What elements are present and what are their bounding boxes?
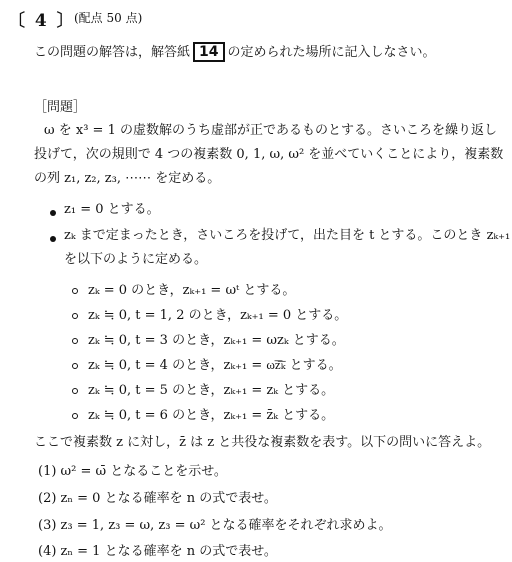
rule-circle — [72, 388, 78, 394]
intro-line-3: の列 z₁, z₂, z₃, ⋯⋯ を定める。 — [34, 171, 221, 186]
question-4: (4) zₙ = 1 となる確率を n の式で表せ。 — [38, 544, 277, 559]
instruction-line — [34, 42, 436, 62]
bullet-2-line-1: zₖ まで定まったとき，さいころを投げて，出た目を t とする。このとき zₖ₊₁ — [64, 228, 511, 243]
answer-sheet-box: 14 — [193, 42, 224, 62]
rule-circle — [72, 413, 78, 419]
points-label: (配点 50 点) — [74, 11, 143, 25]
instruction-suffix: の定められた場所に記入しなさい。 — [227, 45, 436, 60]
rule-circle — [72, 338, 78, 344]
bullet-2-line-2: を以下のように定める。 — [64, 252, 208, 267]
bullet-dot — [50, 210, 56, 216]
question-2: (2) zₙ = 0 となる確率を n の式で表せ。 — [38, 491, 277, 506]
rule-1: zₖ = 0 のとき，zₖ₊₁ = ωᵗ とする。 — [88, 283, 296, 298]
problem-number: 〔 4 〕 — [8, 11, 76, 31]
rule-2: zₖ ≒ 0, t = 1, 2 のとき，zₖ₊₁ = 0 とする。 — [88, 308, 348, 323]
rule-5: zₖ ≒ 0, t = 5 のとき，zₖ₊₁ = zₖ とする。 — [88, 383, 335, 398]
conjugate-note: ここで複素数 z に対し，z̄ は z と共役な複素数を表す。以下の問いに答えよ。 — [34, 435, 491, 450]
instruction-prefix: この問題の解答は，解答紙 — [34, 45, 191, 60]
problem-heading: ［問題］ — [34, 100, 87, 115]
intro-line-1: ω を x³ = 1 の虚数解のうち虚部が正であるものとする。さいころを繰り返し — [44, 123, 497, 138]
question-1: (1) ω² = ω̄ となることを示せ。 — [38, 464, 227, 479]
rule-circle — [72, 313, 78, 319]
question-3: (3) z₃ = 1, z₃ = ω, z₃ = ω² となる確率をそれぞれ求めよ。 — [38, 518, 392, 533]
rule-3: zₖ ≒ 0, t = 3 のとき，zₖ₊₁ = ωzₖ とする。 — [88, 333, 345, 348]
rule-circle — [72, 363, 78, 369]
rule-4: zₖ ≒ 0, t = 4 のとき，zₖ₊₁ = ω͞z͞ₖ とする。 — [88, 358, 342, 373]
bullet-1-text: z₁ = 0 とする。 — [64, 202, 160, 217]
intro-line-2: 投げて，次の規則で 4 つの複素数 0, 1, ω, ω² を並べていくことにより，複素数 — [34, 147, 504, 162]
rule-circle — [72, 288, 78, 294]
bullet-dot — [50, 236, 56, 242]
rule-6: zₖ ≒ 0, t = 6 のとき，zₖ₊₁ = z̄ₖ とする。 — [88, 408, 335, 423]
